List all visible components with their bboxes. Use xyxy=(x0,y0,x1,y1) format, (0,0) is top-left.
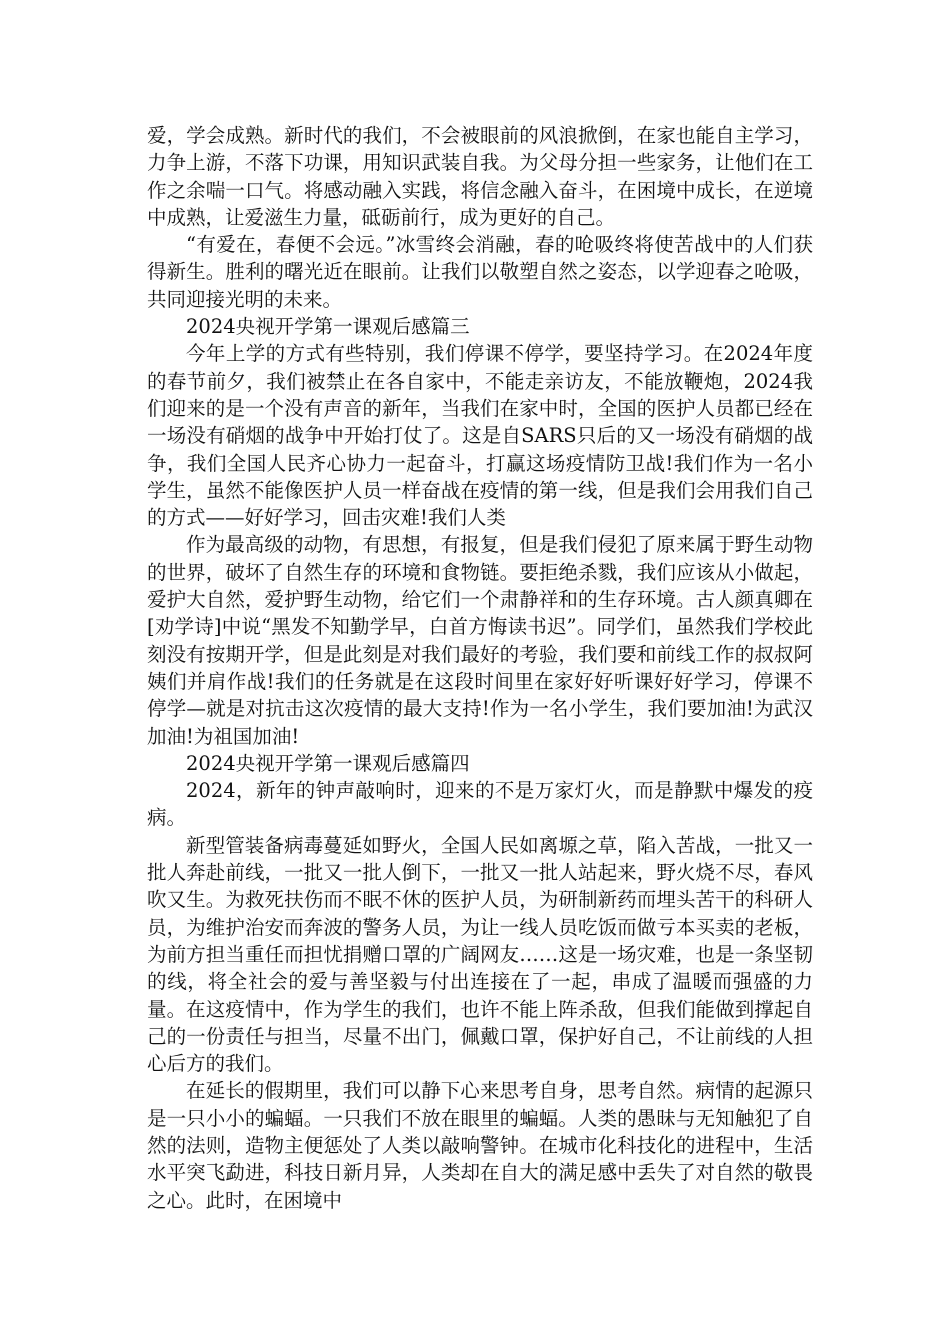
paragraph-protect-nature: 作为最高级的动物，有思想，有报复，但是我们侵犯了原来属于野生动物的世界，破坏了自然生存的环境和食物链。要拒绝杀戮，我们应该从小做起，爱护大自然，爱护野生动物，给它们一个肃静祥和的生存环境。古人颜真卿在[劝学诗]中说“黑发不知勤学早，白首方悔读书迟”。同学们，虽然我们学校此刻没有按期开学，但是此刻是对我们最好的考验，我们要和前线工作的叔叔阿姨们并肩作战!我们的任务就是在这段时间里在家好好听课好好学习，停课不停学—就是对抗击这次疫情的最大支持!作为一名小学生，我们要加油!为武汉加油!为祖国加油! xyxy=(147,533,813,748)
paragraph-new-year-bell: 2024，新年的钟声敲响时，迎来的不是万家灯火，而是静默中爆发的疫病。 xyxy=(147,779,813,830)
paragraph-reflection: 在延长的假期里，我们可以静下心来思考自身，思考自然。病情的起源只是一只小小的蝙蝠。一只我们不放在眼里的蝙蝠。人类的愚昧与无知触犯了自然的法则，造物主便惩处了人类以敲响警钟。在城市化科技化的进程中，生活水平突飞勐进，科技日新月异，人类却在自大的满足感中丢失了对自然的敬畏之心。此时，在困境中 xyxy=(147,1079,813,1212)
paragraph-quote-spring: “有爱在，春便不会远。”冰雪终会消融，春的呛吸终将使苦战中的人们获得新生。胜利的曙光近在眼前。让我们以敬塑自然之姿态，以学迎春之呛吸，共同迎接光明的未来。 xyxy=(147,233,813,311)
section-heading-part-four: 2024央视开学第一课观后感篇四 xyxy=(186,751,470,775)
paragraph-study-method: 今年上学的方式有些特别，我们停课不停学，要坚持学习。在2024年度的春节前夕，我们被禁止在各自家中，不能走亲访友，不能放鞭炮，2024我们迎来的是一个没有声音的新年，当我们在家中时，全国的医护人员都已经在一场没有硝烟的战争中开始打仗了。这是自SARS只后的又一场没有硝烟的战争，我们全国人民齐心协力一起奋斗，打赢这场疫情防卫战!我们作为一名小学生，虽然不能像医护人员一样奋战在疫情的第一线，但是我们会用我们自己的方式——好好学习，回击灾难!我们人类 xyxy=(147,342,813,530)
paragraph-continuation: 爱，学会成熟。新时代的我们，不会被眼前的风浪掀倒，在家也能自主学习，力争上游，不落下功课，用知识武装自我。为父母分担一些家务，让他们在工作之余喘一口气。将感动融入实践，将信念融入奋斗，在困境中成长，在逆境中成熟，让爱滋生力量，砥砺前行，成为更好的自己。 xyxy=(147,124,813,229)
document-page xyxy=(147,122,813,1214)
section-heading-part-three: 2024央视开学第一课观后感篇三 xyxy=(186,315,470,339)
paragraph-virus-spread: 新型管装备病毒蔓延如野火，全国人民如离塬之草，陷入苦战，一批又一批人奔赴前线，一批又一批人倒下，一批又一批人站起来，野火烧不尽，春风吹又生。为救死扶伤而不眠不休的医护人员，为研制新药而埋头苦干的科研人员，为维护治安而奔波的警务人员，为让一线人员吃饭而做亏本买卖的老板，为前方担当重任而担忧捐赠口罩的广阔网友……这是一场灾难，也是一条坚韧的线，将全社会的爱与善坚毅与付出连接在了一起，串成了温暖而强盛的力量。在这疫情中，作为学生的我们，也许不能上阵杀敌，但我们能做到撑起自己的一份责任与担当，尽量不出门，佩戴口罩，保护好自己，不让前线的人担心后方的我们。 xyxy=(147,833,813,1076)
